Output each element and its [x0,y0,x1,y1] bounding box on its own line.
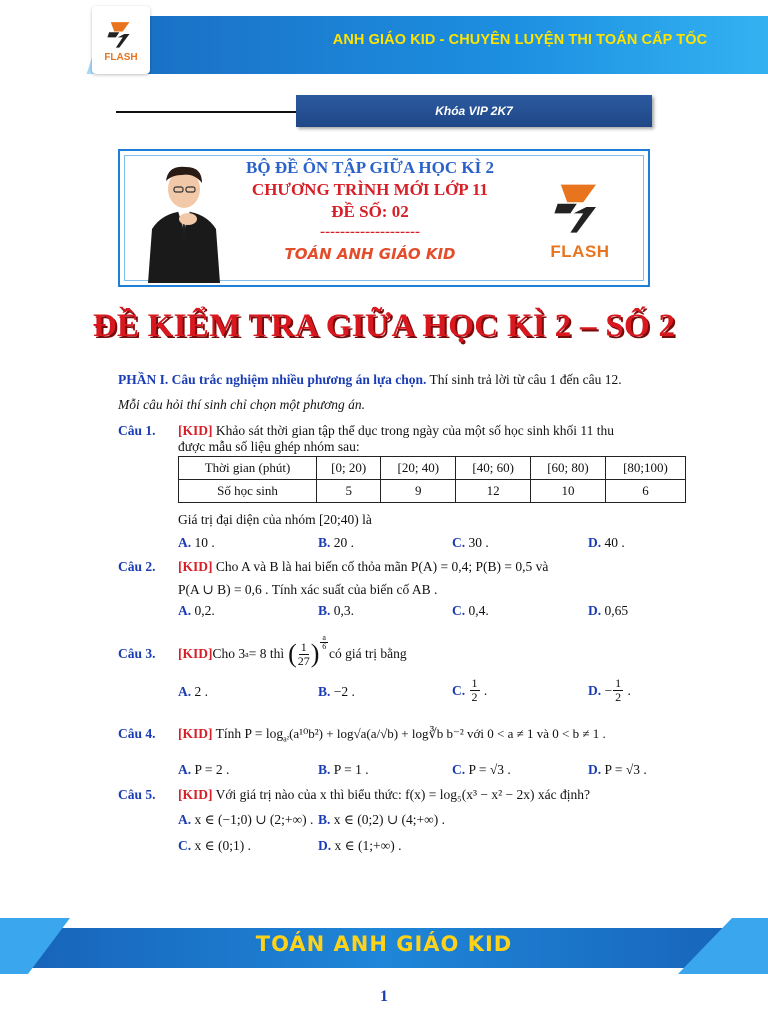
q4-option-c[interactable]: C. P = √3 . [452,762,511,777]
q1-text-a: Khảo sát thời gian tập thể dục trong ngày của một số học sinh khối 11 thu [212,423,614,438]
divider [116,111,296,113]
q1-option-a[interactable]: A. 10 . [178,535,215,550]
flash-bolt-icon [104,17,138,51]
teacher-photo [142,159,226,283]
part1-line [118,372,622,388]
table-cell: [80;100) [605,457,685,480]
q3-text-b: = 8 thì [248,646,285,661]
q4-text-a: Tính P = log [212,726,284,741]
q1-option-c[interactable]: C. 30 . [452,535,489,550]
q2-text-a: Cho A và B là hai biến cố thỏa mãn P(A) = 0,4; P(B) = 0,5 và [212,559,549,574]
card-flash-logo [540,175,620,262]
table-cell: 6 [605,480,685,503]
table-cell: Số học sinh [179,480,317,503]
q5-text [178,787,590,803]
q4-option-d[interactable]: D. P = √3 . [588,762,647,777]
q5-option-c[interactable]: C. x ∈ (0;1) . [178,838,251,853]
table-cell: 12 [456,480,531,503]
q4-option-b[interactable]: B. P = 1 . [318,762,369,777]
card-line-3: ĐỀ SỐ: 02 [331,202,409,221]
q3-option-d[interactable]: D. − $\frac{1}{2}$ . [588,676,631,704]
q1-data-table [178,456,686,503]
q1-option-d[interactable]: D. 40 . [588,535,625,550]
card-line-2: CHƯƠNG TRÌNH MỚI LỚP 11 [251,180,489,199]
logo-text: FLASH [104,52,138,63]
q1-prompt: Giá trị đại diện của nhóm [20;40) là [178,512,372,527]
q3-sup: a [245,649,249,659]
table-row [179,457,686,480]
part1-note: Mỗi câu hỏi thí sinh chỉ chọn một phương án. [118,397,366,412]
q3-text-c: có giá trị bằng [328,646,407,661]
q2-number: Câu 2. [118,559,156,574]
card-line-5: TOÁN ANH GIÁO KID [284,245,456,263]
flash-logo [92,6,150,74]
q5-number: Câu 5. [118,787,156,802]
card-text [230,157,510,267]
part1-heading: PHẦN I. Câu trắc nghiệm nhiều phương án lựa chọn. [118,372,427,387]
kid-tag: [KID] [178,559,213,574]
part1-instruction: Thí sinh trả lời từ câu 1 đến câu 12. [426,372,622,387]
table-row [179,480,686,503]
page-number: 1 [380,988,388,1005]
kid-tag: [KID] [178,726,213,741]
q2-option-a[interactable]: A. 0,2. [178,603,215,618]
q5-option-a[interactable]: A. x ∈ (−1;0) ∪ (2;+∞) . [178,812,314,827]
q3-exponent: $\frac{a}{6}$ [322,633,327,651]
q5-text-a: Với giá trị nào của x thì biểu thức: f(x) = log₅(x³ − x² − 2x) xác định? [212,787,591,802]
card-line-4: -------------------- [320,224,420,240]
logo-text: FLASH [550,242,610,261]
table-cell: 9 [381,480,456,503]
q3-text: [KID] Cho 3 a = 8 thì ( $\frac{1}{27}$ ) $\frac{a}{6}$ có giá trị bằng [178,633,407,668]
q3-fraction: $\frac{1}{27}$ [297,639,310,668]
kid-tag: [KID] [178,646,213,661]
kid-tag: [KID] [178,423,213,438]
q4-option-a[interactable]: A. P = 2 . [178,762,230,777]
table-cell: [40; 60) [456,457,531,480]
kid-tag: [KID] [178,787,213,802]
card-line-1: BỘ ĐỀ ÔN TẬP GIỮA HỌC KÌ 2 [246,158,494,177]
table-cell: [0; 20) [317,457,381,480]
banner-title: ANH GIÁO KID - CHUYÊN LUYỆN THI TOÁN CẤP TỐC [332,32,708,48]
q3-number: Câu 3. [118,646,156,661]
q3-option-a[interactable]: A. 2 . [178,684,208,699]
table-cell: [60; 80) [531,457,606,480]
q4-number: Câu 4. [118,726,156,741]
q2-text [178,559,548,575]
q2-option-d[interactable]: D. 0,65 [588,603,629,618]
q3-option-c[interactable]: C. $\frac{1}{2}$ . [452,676,488,704]
table-cell: [20; 40) [381,457,456,480]
q3-text-a: Cho 3 [212,646,246,661]
table-cell: Thời gian (phút) [179,457,317,480]
table-cell: 5 [317,480,381,503]
q1-text [178,423,614,439]
q1-option-b[interactable]: B. 20 . [318,535,355,550]
q5-option-b[interactable]: B. x ∈ (0;2) ∪ (4;+∞) . [318,812,446,827]
exam-title: ĐỀ KIỂM TRA GIỮA HỌC KÌ 2 – SỐ 2 [92,308,676,344]
title-card [118,149,650,287]
q2-option-c[interactable]: C. 0,4. [452,603,489,618]
q5-option-d[interactable]: D. x ∈ (1;+∞) . [318,838,402,853]
course-tag: Khóa VIP 2K7 [296,95,652,127]
footer-title: TOÁN ANH GIÁO KID [255,932,513,956]
table-cell: 10 [531,480,606,503]
q3-option-b[interactable]: B. −2 . [318,684,355,699]
q2-text-b: P(A ∪ B) = 0,6 . Tính xác suất của biến cố AB . [178,582,438,597]
q2-option-b[interactable]: B. 0,3. [318,603,355,618]
q1-number: Câu 1. [118,423,156,438]
q4-text-b: (a¹⁰b²) + log√a(a/√b) + log∛b b⁻² với 0 < a ≠ 1 và 0 < b ≠ 1 . [289,726,606,741]
top-banner [0,0,768,90]
flash-bolt-icon [548,175,612,239]
q4-text: [KID] Tính $P = \log_{a^2}(a^{10}b^2) + \log√a(a/√b)$ + log∛b b⁻² với 0 < a ≠ 1 và 0 < b ≠ 1 . [178,726,606,744]
q1-text-b: được mẫu số liệu ghép nhóm sau: [178,439,360,454]
